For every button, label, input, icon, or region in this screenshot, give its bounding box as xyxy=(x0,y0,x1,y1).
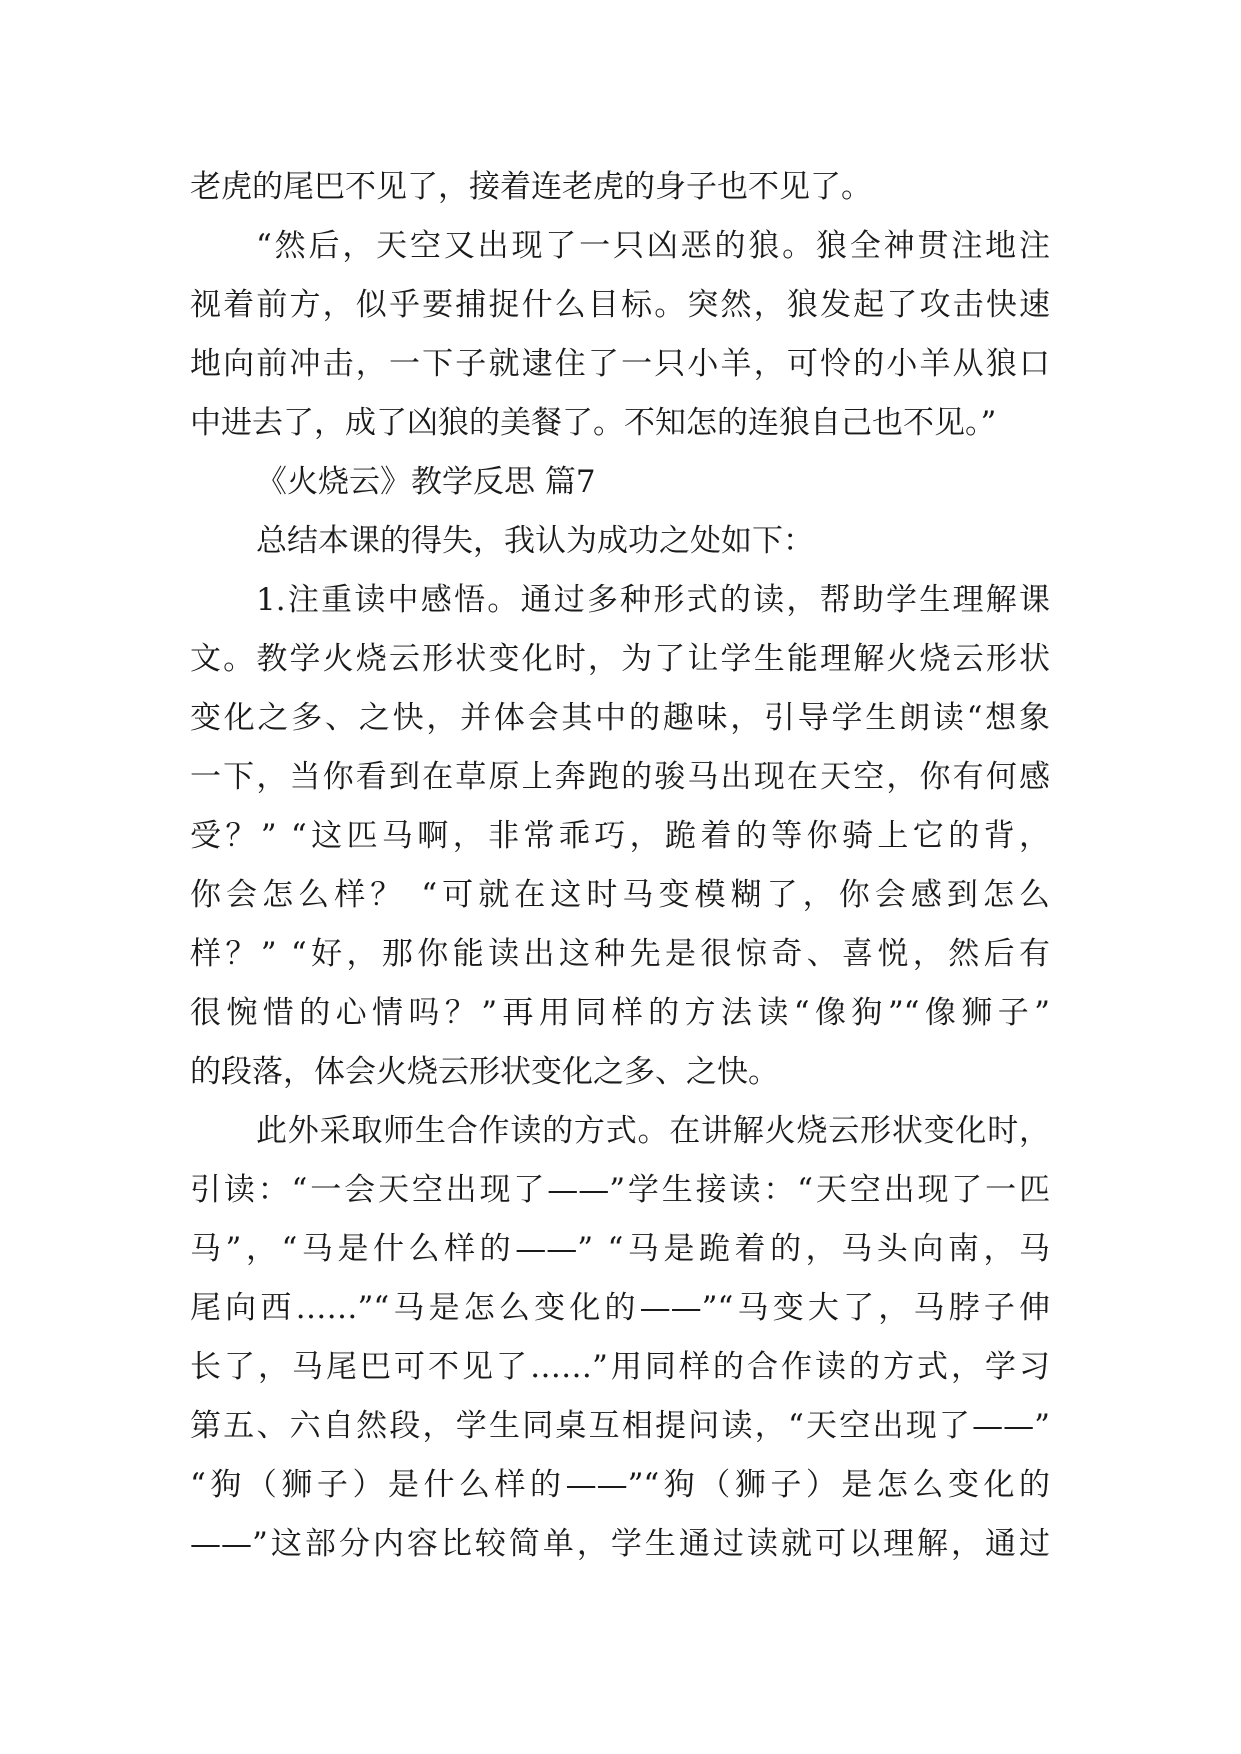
text-line: 受？” “这匹马啊，非常乖巧，跪着的等你骑上它的背， xyxy=(190,818,1050,854)
section-heading: 《火烧云》教学反思 篇7 xyxy=(256,464,596,500)
text-line: 此外采取师生合作读的方式。在讲解火烧云形状变化时， xyxy=(256,1113,1050,1149)
text-line: 老虎的尾巴不见了，接着连老虎的身子也不见了。 xyxy=(190,169,872,205)
text-line: 长了，马尾巴可不见了……”用同样的合作读的方式，学习 xyxy=(190,1349,1050,1385)
text-line: 你会怎么样？ “可就在这时马变模糊了，你会感到怎么 xyxy=(190,877,1050,913)
text-line: 视着前方，似乎要捕捉什么目标。突然，狼发起了攻击快速 xyxy=(190,287,1050,323)
text-line: 第五、六自然段，学生同桌互相提问读，“天空出现了——” xyxy=(190,1408,1050,1444)
text-line: “狗（狮子）是什么样的——”“狗（狮子）是怎么变化的 xyxy=(190,1467,1050,1503)
text-line: 样？” “好，那你能读出这种先是很惊奇、喜悦，然后有 xyxy=(190,936,1050,972)
text-line: ——”这部分内容比较简单，学生通过读就可以理解，通过 xyxy=(190,1526,1050,1562)
text-line: 1.注重读中感悟。通过多种形式的读，帮助学生理解课 xyxy=(256,582,1050,618)
text-line: 很惋惜的心情吗？”再用同样的方法读“像狗”“像狮子” xyxy=(190,995,1050,1031)
text-line: 的段落，体会火烧云形状变化之多、之快。 xyxy=(190,1054,779,1090)
text-line: 文。教学火烧云形状变化时，为了让学生能理解火烧云形状 xyxy=(190,641,1050,677)
text-line: “然后，天空又出现了一只凶恶的狼。狼全神贯注地注 xyxy=(256,228,1050,264)
text-line: 尾向西……”“马是怎么变化的——”“马变大了，马脖子伸 xyxy=(190,1290,1050,1326)
document-body xyxy=(190,158,1050,1574)
text-line: 总结本课的得失，我认为成功之处如下： xyxy=(256,523,814,559)
text-line: 引读：“一会天空出现了——”学生接读：“天空出现了一匹 xyxy=(190,1172,1050,1208)
text-line: 一下，当你看到在草原上奔跑的骏马出现在天空，你有何感 xyxy=(190,759,1050,795)
text-line: 变化之多、之快，并体会其中的趣味，引导学生朗读“想象 xyxy=(190,700,1050,736)
text-line: 地向前冲击，一下子就逮住了一只小羊，可怜的小羊从狼口 xyxy=(190,346,1050,382)
text-line: 马”，“马是什么样的——” “马是跪着的，马头向南，马 xyxy=(190,1231,1050,1267)
text-line: 中进去了，成了凶狼的美餐了。不知怎的连狼自己也不见。” xyxy=(190,405,997,441)
